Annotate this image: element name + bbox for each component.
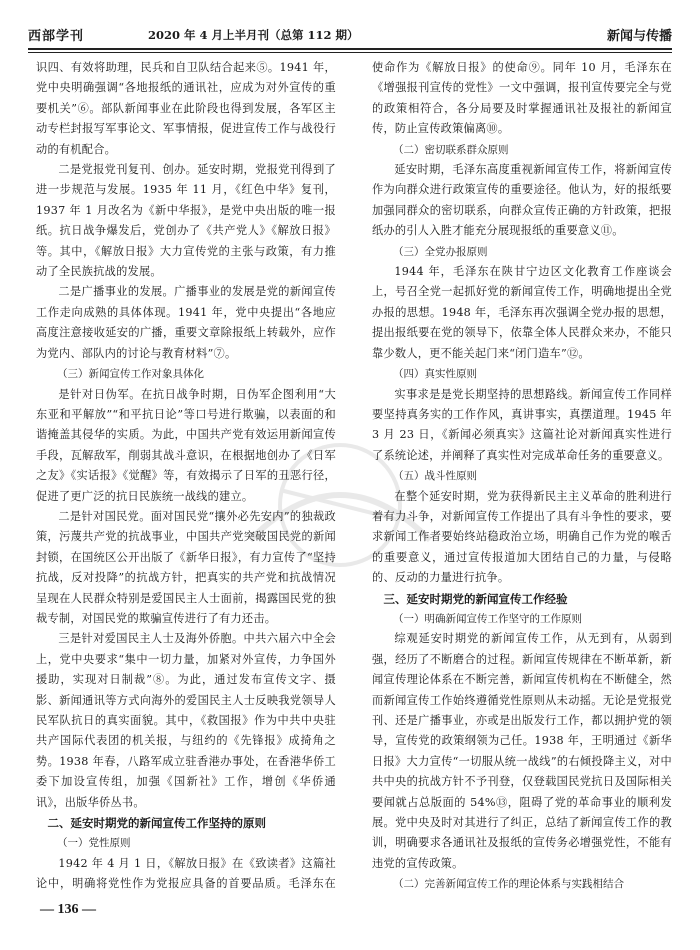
section-heading: 二、延安时期党的新闻宣传工作坚持的原则 <box>47 816 266 831</box>
paragraph <box>372 895 672 898</box>
paragraph: 使命作为《解放日报》的使命⑨。同年 10 月，毛泽东在《增强报刊宣传的党性》一文中强调，报刊宣传要完全与党的政策相符合，各分局要及时掌握通讯社及报社的新闻宣传，防止宣传政策偏离⑩。 <box>372 61 672 136</box>
paragraph: 识四、有效将助理，民兵和自卫队结合起来⑤。1941 年，党中央明确强调“各地报纸的通讯社，应成为对外宣传的重要机关”⑥。部队新闻事业在此阶段也得到发展，各军区主动专栏封报写军事论文、军事情报，促进宣传工作与战役行动的有机配合。 <box>36 61 336 156</box>
subsection-heading: （五）战斗性原则 <box>393 470 477 483</box>
subsection-heading: （二）完善新闻宣传工作的理论体系与实践相结合 <box>393 878 624 891</box>
paragraph: 实事求是是党长期坚持的思想路线。新闻宣传工作同样要坚持真务实的工作作风，真讲事实，真摆道理。1945 年 3 月 23 日，《新闻必须真实》这篇社论对新闻真实性进行了系统论述，并阐释了真实性对完成革命任务的重要意义。 <box>372 387 672 462</box>
right-column <box>372 58 672 898</box>
subsection-heading: （一）明确新闻宣传工作坚守的工作原则 <box>393 612 582 625</box>
subsection-heading: （三）全党办报原则 <box>393 245 488 258</box>
header-rule-thin <box>28 52 672 53</box>
issue-info: 2020 年 4 月上半月刊（总第 112 期） <box>148 28 359 42</box>
paragraph: 三是针对爱国民主人士及海外侨胞。中共六届六中全会上，党中央要求“集中一切力量，加紧对外宣传，力争国外援助，实现对日制裁”⑧。为此，通过发布宣传文字、摄影、新闻通讯等方式向海外的爱国民主人士反映我党领导人民军队抗日的真实面貌。其中，《救国报》作为中共中央驻共产国际代表团的机关报，与纽约的《先锋报》成掎角之势。1938 年春，八路军成立驻香港办事处，在香港华侨工委下加设宣传组，加强《国新社》工作，增创《华侨通讯》，出版华侨丛书。 <box>36 632 336 809</box>
paragraph: 二是针对国民党。面对国民党“攘外必先安内”的独裁政策，污蔑共产党的抗战事业，中国共产党突破国民党的新闻封锁，在国统区公开出版了《新华日报》，有力宣传了“坚持抗战，反对投降”的抗战方针，把真实的共产党和抗战情况呈现在人民群众特别是爱国民主人士面前，揭露国民党的独裁专制，对国民党的欺骗宣传进行了有力还击。 <box>36 509 336 625</box>
paragraph: 是针对日伪军。在抗日战争时期，日伪军企图利用“大东亚和平解放”“和平抗日论”等口号进行欺骗，以表面的和谐掩盖其侵华的实质。为此，中国共产党有效运用新闻宣传手段，瓦解敌军，削弱其战斗意识，在根据地创办了《日军之友》《实话报》《觉醒》等，有效揭示了日军的丑恶行径，促进了更广泛的抗日民族统一战线的建立。 <box>36 387 336 503</box>
left-column <box>36 58 336 898</box>
paragraph: 二是广播事业的发展。广播事业的发展是党的新闻宣传工作走向成熟的具体体现。1941 年，党中央提出“各地应高度注意接收延安的广播，重要文章除报纸上转载外，应作为党内、部队内的讨论与教育材料”⑦。 <box>36 285 336 360</box>
paragraph: 在整个延安时期，党为获得新民主主义革命的胜利进行着有力斗争，对新闻宣传工作提出了具有斗争性的要求，要求新闻工作者要始终站稳政治立场，明确自己作为党的喉舌的重要意义，通过宣传报道加大团结自己的力量，与侵略的、反动的力量进行抗争。 <box>372 489 672 585</box>
journal-title: 西部学刊 <box>28 29 85 44</box>
section-title: 新闻与传播 <box>606 29 672 44</box>
paragraph: 延安时期，毛泽东高度重视新闻宣传工作，将新闻宣传作为向群众进行政策宣传的重要途径。他认为，好的报纸要加强同群众的密切联系，向群众宣传正确的方针政策，把报纸办的引人入胜才能充分展现报纸的重要意义⑪。 <box>372 163 672 238</box>
paragraph: 二是党报党刊复刊、创办。延安时期，党报党刊得到了进一步规范与发展。1935 年 11 月，《红色中华》复刊，1937 年 1 月改名为《新中华报》，是党中央出版的唯一报纸。抗日战争爆发后，党创办了《共产党人》《解放日报》等。其中，《解放日报》大力宣传党的主张与政策，有力推动了全民族抗战的发展。 <box>36 163 336 279</box>
paragraph: 1942 年 4 月 1 日，《解放日报》在《致读者》这篇社论中，明确将党性作为党报应具备的首要品质。毛泽东在 <box>36 856 336 891</box>
subsection-heading: （三）新闻宣传工作对象具体化 <box>57 368 204 381</box>
subsection-heading: （四）真实性原则 <box>393 368 477 381</box>
subsection-heading: （一）党性原则 <box>57 837 131 850</box>
paragraph: 综观延安时期党的新闻宣传工作，从无到有，从弱到强，经历了不断磨合的过程。新闻宣传规律在不断革新，新闻宣传理论体系在不断完善，新闻宣传机构在不断健全，然而新闻宣传工作始终遵循党性原则从未动摇。无论是党报党刊、还是广播事业，亦或是出版发行工作，都以拥护党的领导，宣传党的政策纲领为己任。1938 年，王明通过《新华日报》大力宣传“一切服从统一战线”的右倾投降主义，对中共中央的抗战方针不予刊登，仅登载国民党抗日及国际相关要闻就占总版面的 54%⑬，阻碍了党的革命事业的顺利发展。党中央及时对其进行了纠正，总结了新闻宣传工作的教训，明确要求各通讯社及报纸的宣传务必增强党性，不能有违党的宣传政策。 <box>372 632 672 870</box>
page-number: — 136 — <box>40 902 96 917</box>
header-rule-thick <box>28 48 672 50</box>
page-header <box>28 24 672 46</box>
paragraph: 1944 年，毛泽东在陕甘宁边区文化教育工作座谈会上，号召全党一起抓好党的新闻宣传工作，明确地提出全党办报的思想。1948 年，毛泽东再次强调全党办报的思想，提出报纸要在党的领导下，依靠全体人民群众来办，不能只靠少数人，更不能关起门来“闭门造车”⑫。 <box>372 265 672 360</box>
section-heading: 三、延安时期党的新闻宣传工作经验 <box>383 591 568 606</box>
subsection-heading: （二）密切联系群众原则 <box>393 143 509 156</box>
